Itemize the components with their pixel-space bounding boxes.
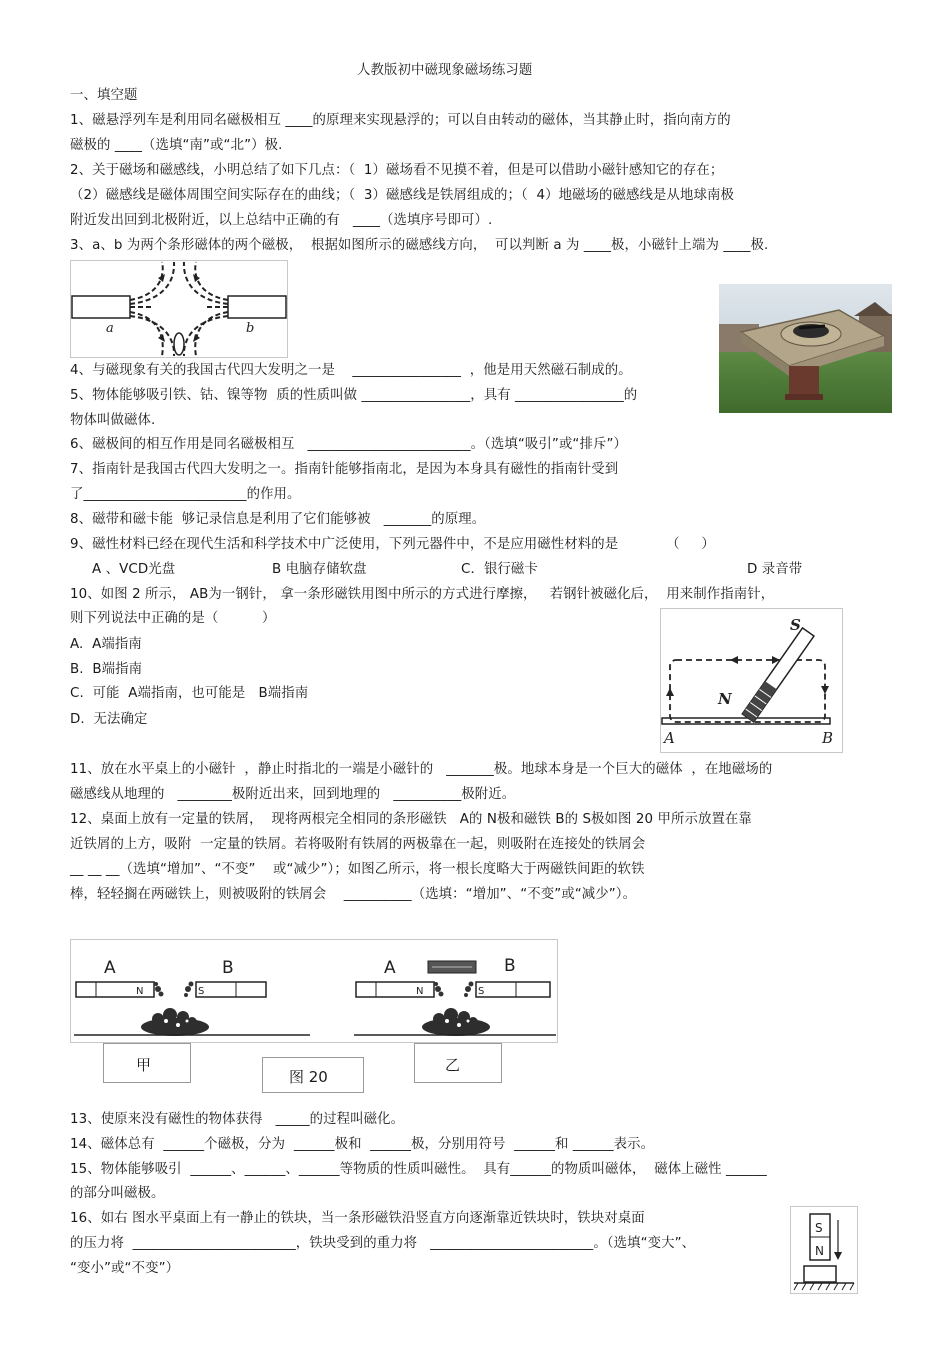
q11-line2: 磁感线从地理的 ________极附近出来，回到地理的 __________极附近。	[70, 787, 516, 802]
q1-line2: 磁极的 ____（选填“南”或“北”）极.	[70, 138, 283, 153]
magnet-b-jia	[196, 982, 266, 997]
q10-line2: 则下列说法中正确的是（ ）	[70, 611, 276, 626]
label-s: S	[790, 616, 801, 634]
q6-line1: 6、磁极间的相互作用是同名磁极相互 ________________________。（选填“吸引”或“排斥”）	[70, 437, 627, 452]
figure-field-lines	[70, 260, 288, 358]
q15-line2: 的部分叫磁极。	[70, 1186, 165, 1201]
label-n: N	[718, 690, 732, 708]
q11-line1: 11、放在水平桌上的小磁针 ，静止时指北的一端是小磁针的 _______极。地球本身是一个巨大的磁体 ，在地磁场的	[70, 762, 773, 777]
q12-line4: 棒，轻轻搁在两磁铁上，则被吸附的铁屑会 __________（选填：“增加”、“不变”或“减少”）。	[70, 887, 637, 902]
q12-line1: 12、桌面上放有一定量的铁屑， 现将两根完全相同的条形磁铁 A的 N极和磁铁 B的 S极如图 20 甲所示放置在靠	[70, 812, 752, 827]
label-b-yi: B	[504, 956, 516, 976]
q12-line2: 近铁屑的上方，吸附 一定量的铁屑。若将吸附有铁屑的两极靠在一起，则吸附在连接处的铁屑会	[70, 837, 646, 852]
q7-line2: 了________________________的作用。	[70, 487, 301, 502]
label-b-jia: B	[222, 958, 234, 978]
label-a-jia: A	[104, 958, 116, 978]
q1-line1: 1、磁悬浮列车是利用同名磁极相互 ____的原理来实现悬浮的；可以自由转动的磁体，当其静止时，指向南方的	[70, 113, 731, 128]
q5-line1: 5、物体能够吸引铁、钴、镍等物 质的性质叫做 ________________，具有 ________________的	[70, 388, 638, 403]
q15-line1: 15、物体能够吸引 ______、______、______等物质的性质叫磁性。 具有______的物质叫磁体， 磁体上磁性 ______	[70, 1162, 767, 1177]
magnet-b-yi	[476, 982, 550, 997]
q7-line1: 7、指南针是我国古代四大发明之一。指南针能够指南北，是因为本身具有磁性的指南针受到	[70, 462, 619, 477]
caption-yi-box	[414, 1043, 502, 1083]
label-b: b	[246, 321, 255, 336]
q10-option-b: B. B端指南	[70, 662, 143, 677]
q14-line1: 14、磁体总有 ______个磁极，分为 ______极和 ______极，分别用符号 ______和 ______表示。	[70, 1137, 655, 1152]
label-n-jia: N	[136, 986, 144, 997]
iron-block	[804, 1266, 836, 1282]
compass-photo	[719, 284, 892, 413]
label-n: N	[815, 1244, 824, 1258]
q2-line1: 2、关于磁场和磁感线，小明总结了如下几点：（ 1）磁场看不见摸不着，但是可以借助小磁针感知它的存在；	[70, 163, 724, 178]
label-s-yi: S	[478, 986, 485, 997]
label-a: a	[106, 321, 114, 336]
q10-option-a: A. A端指南	[70, 637, 142, 652]
figure-needle-magnetize	[660, 608, 843, 753]
caption-fig20-box	[262, 1057, 364, 1093]
q2-line2: （2）磁感线是磁体周围空间实际存在的曲线；（ 3）磁感线是铁屑组成的；（ 4）地磁场的磁感线是从地球南极	[70, 188, 734, 203]
q3-line1: 3、a、b 为两个条形磁体的两个磁极， 根据如图所示的磁感线方向， 可以判断 a 为 ____极，小磁针上端为 ____极.	[70, 238, 769, 253]
q13-line1: 13、使原来没有磁性的物体获得 _____的过程叫磁化。	[70, 1112, 405, 1127]
q10-line1: 10、如图 2 所示， AB为一钢针， 拿一条形磁铁用图中所示的方式进行摩擦， 若钢针被磁化后， 用来制作指南针，	[70, 587, 775, 602]
q4-line1: 4、与磁现象有关的我国古代四大发明之一是 ________________ ，他是用天然磁石制成的。	[70, 363, 632, 378]
q10-option-c: C. 可能 A端指南，也可能是 B端指南	[70, 686, 309, 701]
compass-needle	[174, 333, 184, 355]
caption-jia: 甲	[136, 1056, 152, 1074]
page-title: 人教版初中磁现象磁场练习题	[357, 63, 533, 78]
q2-line3: 附近发出回到北极附近，以上总结中正确的有 ____（选填序号即可）.	[70, 213, 493, 228]
q5-line2: 物体叫做磁体.	[70, 413, 156, 428]
figure-magnet-iron-block	[790, 1206, 858, 1294]
q9-option-b: B 电脑存储软盘	[272, 562, 367, 577]
q9-option-d: D 录音带	[747, 562, 803, 577]
q9-line1: 9、磁性材料已经在现代生活和科学技术中广泛使用，下列元器件中，不是应用磁性材料的是 （ ）	[70, 537, 715, 552]
q12-line3: __ __ __（选填“增加”、“不变” 或“减少”）；如图乙所示，将一根长度略大于两磁铁间距的软铁	[70, 862, 645, 877]
label-a: A	[664, 729, 675, 747]
figure-20-magnets	[70, 939, 558, 1043]
caption-jia-box	[103, 1043, 191, 1083]
magnet-a	[72, 296, 130, 318]
label-b: B	[822, 729, 834, 747]
section-heading: 一、填空题	[70, 88, 138, 103]
caption-fig20: 图 20	[289, 1068, 328, 1086]
q16-line2: 的压力将 ________________________，铁块受到的重力将 ________________________。（选填“变大”、	[70, 1236, 696, 1251]
caption-yi: 乙	[445, 1056, 461, 1074]
label-s-jia: S	[198, 986, 205, 997]
label-a-yi: A	[384, 958, 396, 978]
q8-line1: 8、磁带和磁卡能 够记录信息是利用了它们能够被 _______的原理。	[70, 512, 486, 527]
q16-line1: 16、如右 图水平桌面上有一静止的铁块，当一条形磁铁沿竖直方向逐渐靠近铁块时，铁块对桌面	[70, 1211, 645, 1226]
label-s: S	[815, 1221, 823, 1235]
magnet-b	[228, 296, 286, 318]
q10-option-d: D. 无法确定	[70, 712, 148, 727]
q9-option-a: A 、VCD光盘	[92, 562, 176, 577]
q9-option-c: C．银行磁卡	[461, 562, 538, 577]
steel-needle-ab	[662, 718, 830, 724]
label-n-yi: N	[416, 986, 424, 997]
q16-line3: “变小”或“不变”）	[70, 1261, 180, 1276]
